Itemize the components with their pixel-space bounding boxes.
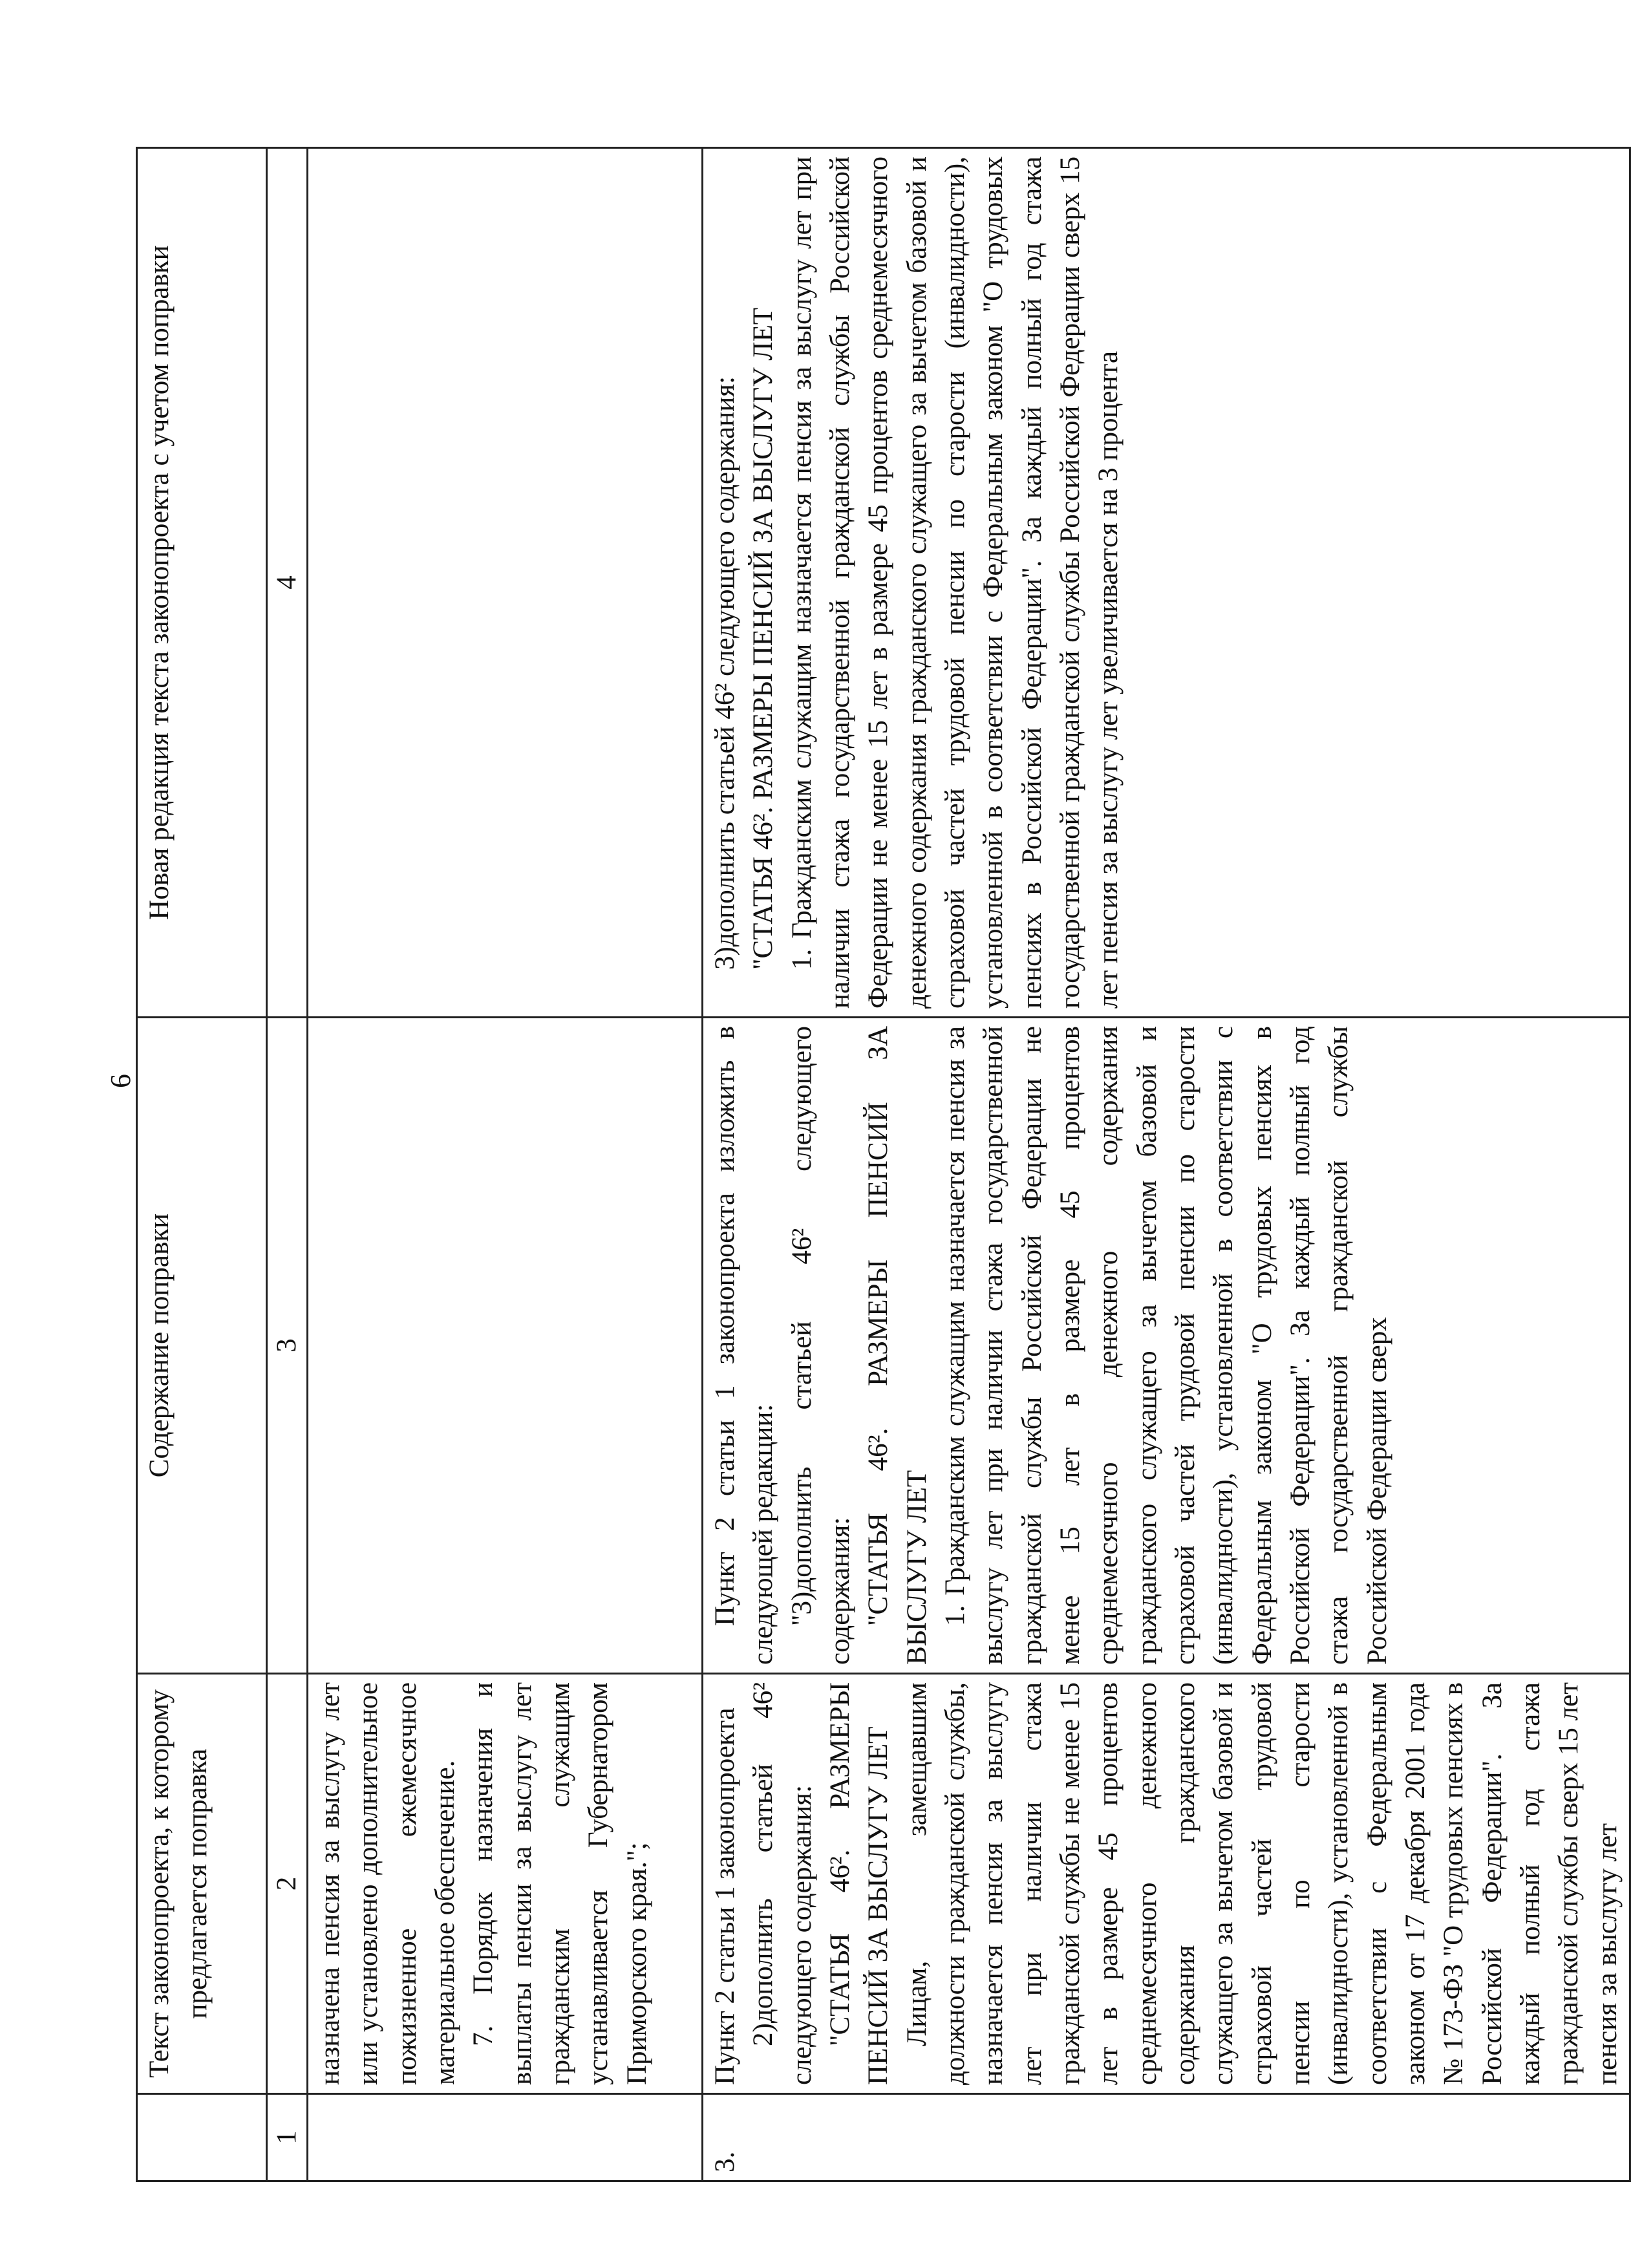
bill-text-cell xyxy=(308,1674,703,2094)
header-cell-bill-text: Текст законопроекта, к которому предлагается поправка xyxy=(137,1674,267,2094)
paragraph: Лицам, замещавшим должности гражданской службы, назначается пенсия за выслугу лет при наличии стажа гражданской службы не менее 15 лет в размере 45 процентов среднемесячного денежного содержания гражданского служащего за вычетом базовой и страховой частей трудовой пенсии по старости (инвалидности), установленной в соответствии с Федеральным законом от 17 декабря 2001 года № 173-ФЗ "О трудовых пенсиях в Российской Федерации". За каждый полный год стажа гражданской службы сверх 15 лет пенсия за выслугу лет xyxy=(901,1682,1623,2085)
column-number: 3 xyxy=(267,1018,308,1674)
paragraph: 1. Гражданским служащим назначается пенсия за выслугу лет при наличии стажа государственной гражданской службы Российской Федерации не менее 15 лет в размере 45 процентов среднемесячного денежного содержания гражданского служащего за вычетом базовой и страховой частей трудовой пенсии по старости (инвалидности), установленной в соответствии с Федеральным законом "О трудовых пенсиях в Российской Федерации". За каждый полный год стажа государственной гражданской службы Российской Федерации сверх 15 лет пенсия за выслугу лет увеличивается на 3 процента xyxy=(786,156,1124,1009)
paragraph: "СТАТЬЯ 46². РАЗМЕРЫ ПЕНСИЙ ЗА ВЫСЛУГУ ЛЕТ xyxy=(824,1682,894,2085)
paragraph: Пункт 2 статьи 1 законопроекта xyxy=(710,1707,740,2085)
new-wording-cell xyxy=(308,148,703,1018)
paragraph: "СТАТЬЯ 46². РАЗМЕРЫ ПЕНСИЙ ЗА ВЫСЛУГУ ЛЕТ xyxy=(748,307,779,970)
column-number: 4 xyxy=(267,148,308,1018)
header-cell-number xyxy=(137,2094,267,2181)
column-number: 2 xyxy=(267,1674,308,2094)
paragraph: Пункт 2 статьи 1 законопроекта изложить в следующей редакции: xyxy=(710,1026,779,1665)
rotated-table-wrapper xyxy=(136,149,1623,2182)
row-number: 3. xyxy=(703,2094,1630,2181)
header-row xyxy=(137,148,267,2181)
paragraph: назначена пенсия за выслугу лет или установлено дополнительное пожизненное ежемесячное материальное обеспечение. xyxy=(315,1682,460,2085)
paragraph: 3)дополнить статьей 46² следующего содержания: xyxy=(710,376,740,970)
table-row xyxy=(703,148,1630,2181)
row-number xyxy=(308,2094,703,2181)
amendment-cell xyxy=(703,1018,1630,1674)
paragraph: "3)дополнить статьей 46² следующего содержания: xyxy=(786,1026,855,1665)
header-cell-new-wording: Новая редакция текста законопроекта с учетом поправки xyxy=(137,148,267,1018)
page-number: 6 xyxy=(105,1074,136,1088)
paragraph: 1. Гражданским служащим назначается пенсия за выслугу лет при наличии стажа государственной гражданской службы Российской Федерации не менее 15 лет в размере 45 процентов среднемесячного денежного содержания гражданского служащего за вычетом базовой и страховой частей трудовой пенсии по старости (инвалидности), установленной в соответствии с Федеральным законом "О трудовых пенсиях в Российской Федерации". За каждый полный год стажа государственной гражданской службы Российской Федерации сверх xyxy=(939,1026,1392,1665)
amendment-cell xyxy=(308,1018,703,1674)
new-wording-cell xyxy=(703,148,1630,1018)
table-row xyxy=(308,148,703,2181)
column-number-row xyxy=(267,148,308,2181)
column-number: 1 xyxy=(267,2094,308,2181)
paragraph: 7. Порядок назначения и выплаты пенсии за выслугу лет гражданским служащим устанавливается Губернатором Приморского края."; xyxy=(468,1682,652,2085)
bill-text-cell xyxy=(703,1674,1630,2094)
amendments-table xyxy=(136,147,1631,2182)
paragraph: 2)дополнить статьей 46² следующего содержания: xyxy=(748,1682,817,2085)
header-cell-amendment: Содержание поправки xyxy=(137,1018,267,1674)
paragraph: "СТАТЬЯ 46². РАЗМЕРЫ ПЕНСИЙ ЗА ВЫСЛУГУ ЛЕТ xyxy=(863,1026,932,1665)
